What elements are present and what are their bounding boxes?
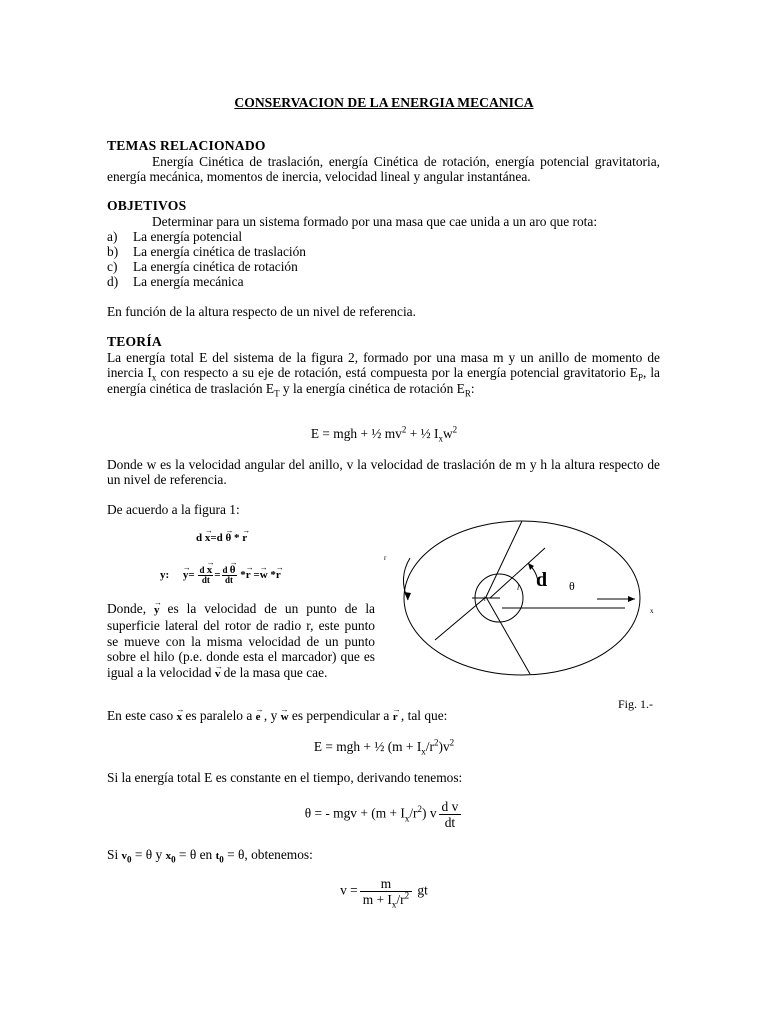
teoria-paragraph-5 (107, 708, 447, 725)
list-item (107, 259, 298, 274)
vector-symbol: → x (207, 566, 213, 575)
equation-velocity (0, 876, 768, 910)
equation-text: dt (225, 575, 234, 585)
equation-text: )v (438, 739, 450, 754)
text-run: : (470, 380, 475, 396)
vector-symbol: → y (183, 568, 189, 583)
text-run: y la energía cinética de rotación E (279, 380, 465, 396)
vector-symbol: → x (205, 531, 211, 546)
text-run: La energía total E del sistema de la figura 2, formado por una masa m y un anillo de momento de inercia I (107, 350, 660, 381)
list-item (107, 244, 306, 259)
superscript: 2 (449, 737, 455, 748)
vector-symbol: → w (260, 568, 268, 583)
spoke-line (486, 597, 530, 674)
equation-label: y: (160, 569, 170, 582)
equation-text: * (240, 569, 246, 582)
equation-text: d (216, 532, 223, 544)
vector-symbol: → r (246, 568, 251, 583)
text-run: con respecto a su eje de rotación, está compuesta por la energía potencial gravitatorio E (156, 365, 638, 381)
text-run: es la velocidad de un punto de la superficie lateral del rotor de radio r, este punto se mueve con la misma velocidad de un punto sobre el hilo (p.e. donde esta el marcador) que es igual a la velocidad (107, 601, 375, 680)
equation-text: dt (201, 575, 210, 585)
equation-text: v = (340, 882, 358, 898)
equation-text: m + I (362, 892, 392, 907)
equation-text: v (121, 850, 128, 862)
equation-text: ) v (422, 805, 437, 821)
superscript: 2 (452, 424, 458, 435)
subscript: x (421, 746, 426, 757)
fraction (222, 566, 237, 585)
superscript: 2 (404, 890, 410, 901)
list-text: La energía potencial (133, 229, 243, 244)
vector-symbol: → r (276, 568, 281, 583)
vector-symbol: → r (393, 710, 398, 725)
subscript: 0 (171, 854, 176, 865)
label-x: x (650, 607, 654, 615)
objetivos-intro: Determinar para un sistema formado por una masa que cae unida a un aro que rota: (152, 214, 598, 229)
vector-symbol: → θ (230, 566, 236, 575)
equation-text: w (442, 426, 453, 441)
equation-text: /r (409, 805, 418, 821)
subscript: x (438, 433, 443, 444)
list-marker: c) (107, 259, 118, 274)
equation-text: d (196, 532, 203, 544)
fraction (198, 566, 213, 585)
equation-text: = (214, 569, 221, 582)
subscript: x (404, 813, 410, 824)
equation-text: * (270, 569, 276, 582)
subscript: x (391, 899, 397, 910)
equation-text: d (222, 565, 228, 575)
label-l2: l (484, 597, 486, 603)
subscript: T (274, 388, 280, 399)
superscript: 2 (417, 804, 423, 815)
superscript: 2 (401, 424, 407, 435)
equation-text: E = mgh + ½ (m + I (313, 739, 422, 754)
text-run: de la masa que cae. (220, 664, 328, 680)
text-run: = θ, obtenemos: (223, 847, 313, 862)
list-item (107, 229, 242, 244)
objetivos-closing: En función de la altura respecto de un nivel de referencia. (107, 304, 416, 319)
temas-body: Energía Cinética de traslación, energía Cinética de rotación, energía potencial gravitatoria, energía mecánica, momentos de inercia, velocidad lineal y angular instantánea. (107, 154, 660, 185)
vector-equation-2 (160, 566, 281, 585)
text-run: es paralelo a (182, 708, 256, 723)
equation-text: /r (425, 739, 434, 754)
subscript: x (151, 373, 157, 384)
subscript: P (637, 373, 643, 384)
text-run: En este caso (107, 708, 177, 723)
vector-symbol: → w (281, 710, 289, 725)
vector-equation-1 (196, 531, 247, 546)
rotation-arrowhead (404, 592, 411, 600)
objetivos-heading: OBJETIVOS (107, 198, 187, 213)
teoria-paragraph-6: Si la energía total E es constante en el tiempo, derivando tenemos: (107, 770, 463, 785)
equation-energy-total (0, 424, 768, 444)
label-l: l (517, 583, 520, 592)
vector-symbol: → y (154, 603, 160, 618)
figure-caption: Fig. 1.- (618, 697, 654, 711)
teoria-paragraph-3: De acuerdo a la figura 1: (107, 502, 240, 517)
vector-symbol: → θ (226, 531, 232, 546)
equation-derivative (0, 799, 768, 830)
equation-energy-combined (0, 737, 768, 757)
subscript: 0 (219, 854, 224, 865)
text-run: = θ en (175, 847, 216, 862)
equation-text: /r (396, 892, 405, 907)
superscript: 2 (433, 737, 439, 748)
teoria-paragraph-2: Donde w es la velocidad angular del anillo, v la velocidad de traslación de m y h la altura respecto de un nivel de referencia. (107, 457, 660, 488)
fraction-denominator (360, 890, 412, 910)
subscript: R (464, 388, 471, 399)
equation-text: θ = - mgv + (m + I (304, 805, 405, 821)
equation-text: gt (417, 882, 428, 898)
fraction (360, 876, 412, 910)
vector-symbol: → r (242, 531, 247, 546)
list-marker: a) (107, 229, 118, 244)
equation-text: = (253, 569, 260, 582)
list-item (107, 274, 244, 289)
fraction (439, 799, 462, 830)
teoria-paragraph-1 (107, 350, 660, 399)
equation-text: = (188, 569, 195, 582)
teoria-heading: TEORÍA (107, 334, 162, 349)
list-text: La energía mecánica (133, 274, 244, 289)
equation-text: m (360, 876, 412, 892)
text-run: = θ y (131, 847, 166, 862)
subscript: 0 (127, 854, 132, 865)
label-top-left: r (384, 554, 387, 562)
list-text: La energía cinética de traslación (133, 244, 306, 259)
outer-ring (404, 521, 640, 675)
teoria-paragraph-7 (107, 847, 313, 864)
list-marker: b) (107, 244, 119, 259)
figure-rotor-diagram (380, 518, 670, 718)
vector-symbol: → x (177, 710, 183, 725)
text-run: , tal que: (397, 708, 448, 723)
equation-text: d (199, 565, 205, 575)
equation-text: * (234, 532, 240, 544)
spoke-line (435, 597, 486, 640)
temas-heading: TEMAS RELACIONADO (107, 138, 266, 153)
text-run: Si (107, 847, 122, 862)
label-d: d (536, 569, 548, 591)
document-title: CONSERVACION DE LA ENERGIA MECANICA (234, 95, 534, 110)
equation-text: x (165, 850, 172, 862)
label-theta: θ (569, 579, 575, 593)
equation-text: = (210, 532, 217, 544)
equation-text: E = mgh + ½ mv (310, 426, 402, 441)
vector-symbol: → e (256, 710, 261, 725)
equation-text: d v (439, 799, 462, 815)
equation-text: dt (444, 815, 456, 830)
equation-text: t (215, 850, 220, 862)
x-arrowhead (628, 596, 635, 602)
text-run: , y (260, 708, 281, 723)
vector-symbol: → v (215, 667, 221, 682)
teoria-paragraph-4 (107, 601, 375, 682)
text-run: , la energía cinética de traslación E (107, 365, 660, 396)
list-text: La energía cinética de rotación (133, 259, 298, 274)
equation-text: + ½ I (406, 426, 439, 441)
text-run: Donde, (107, 601, 155, 616)
list-marker: d) (107, 274, 119, 289)
text-run: es perpendicular a (288, 708, 393, 723)
